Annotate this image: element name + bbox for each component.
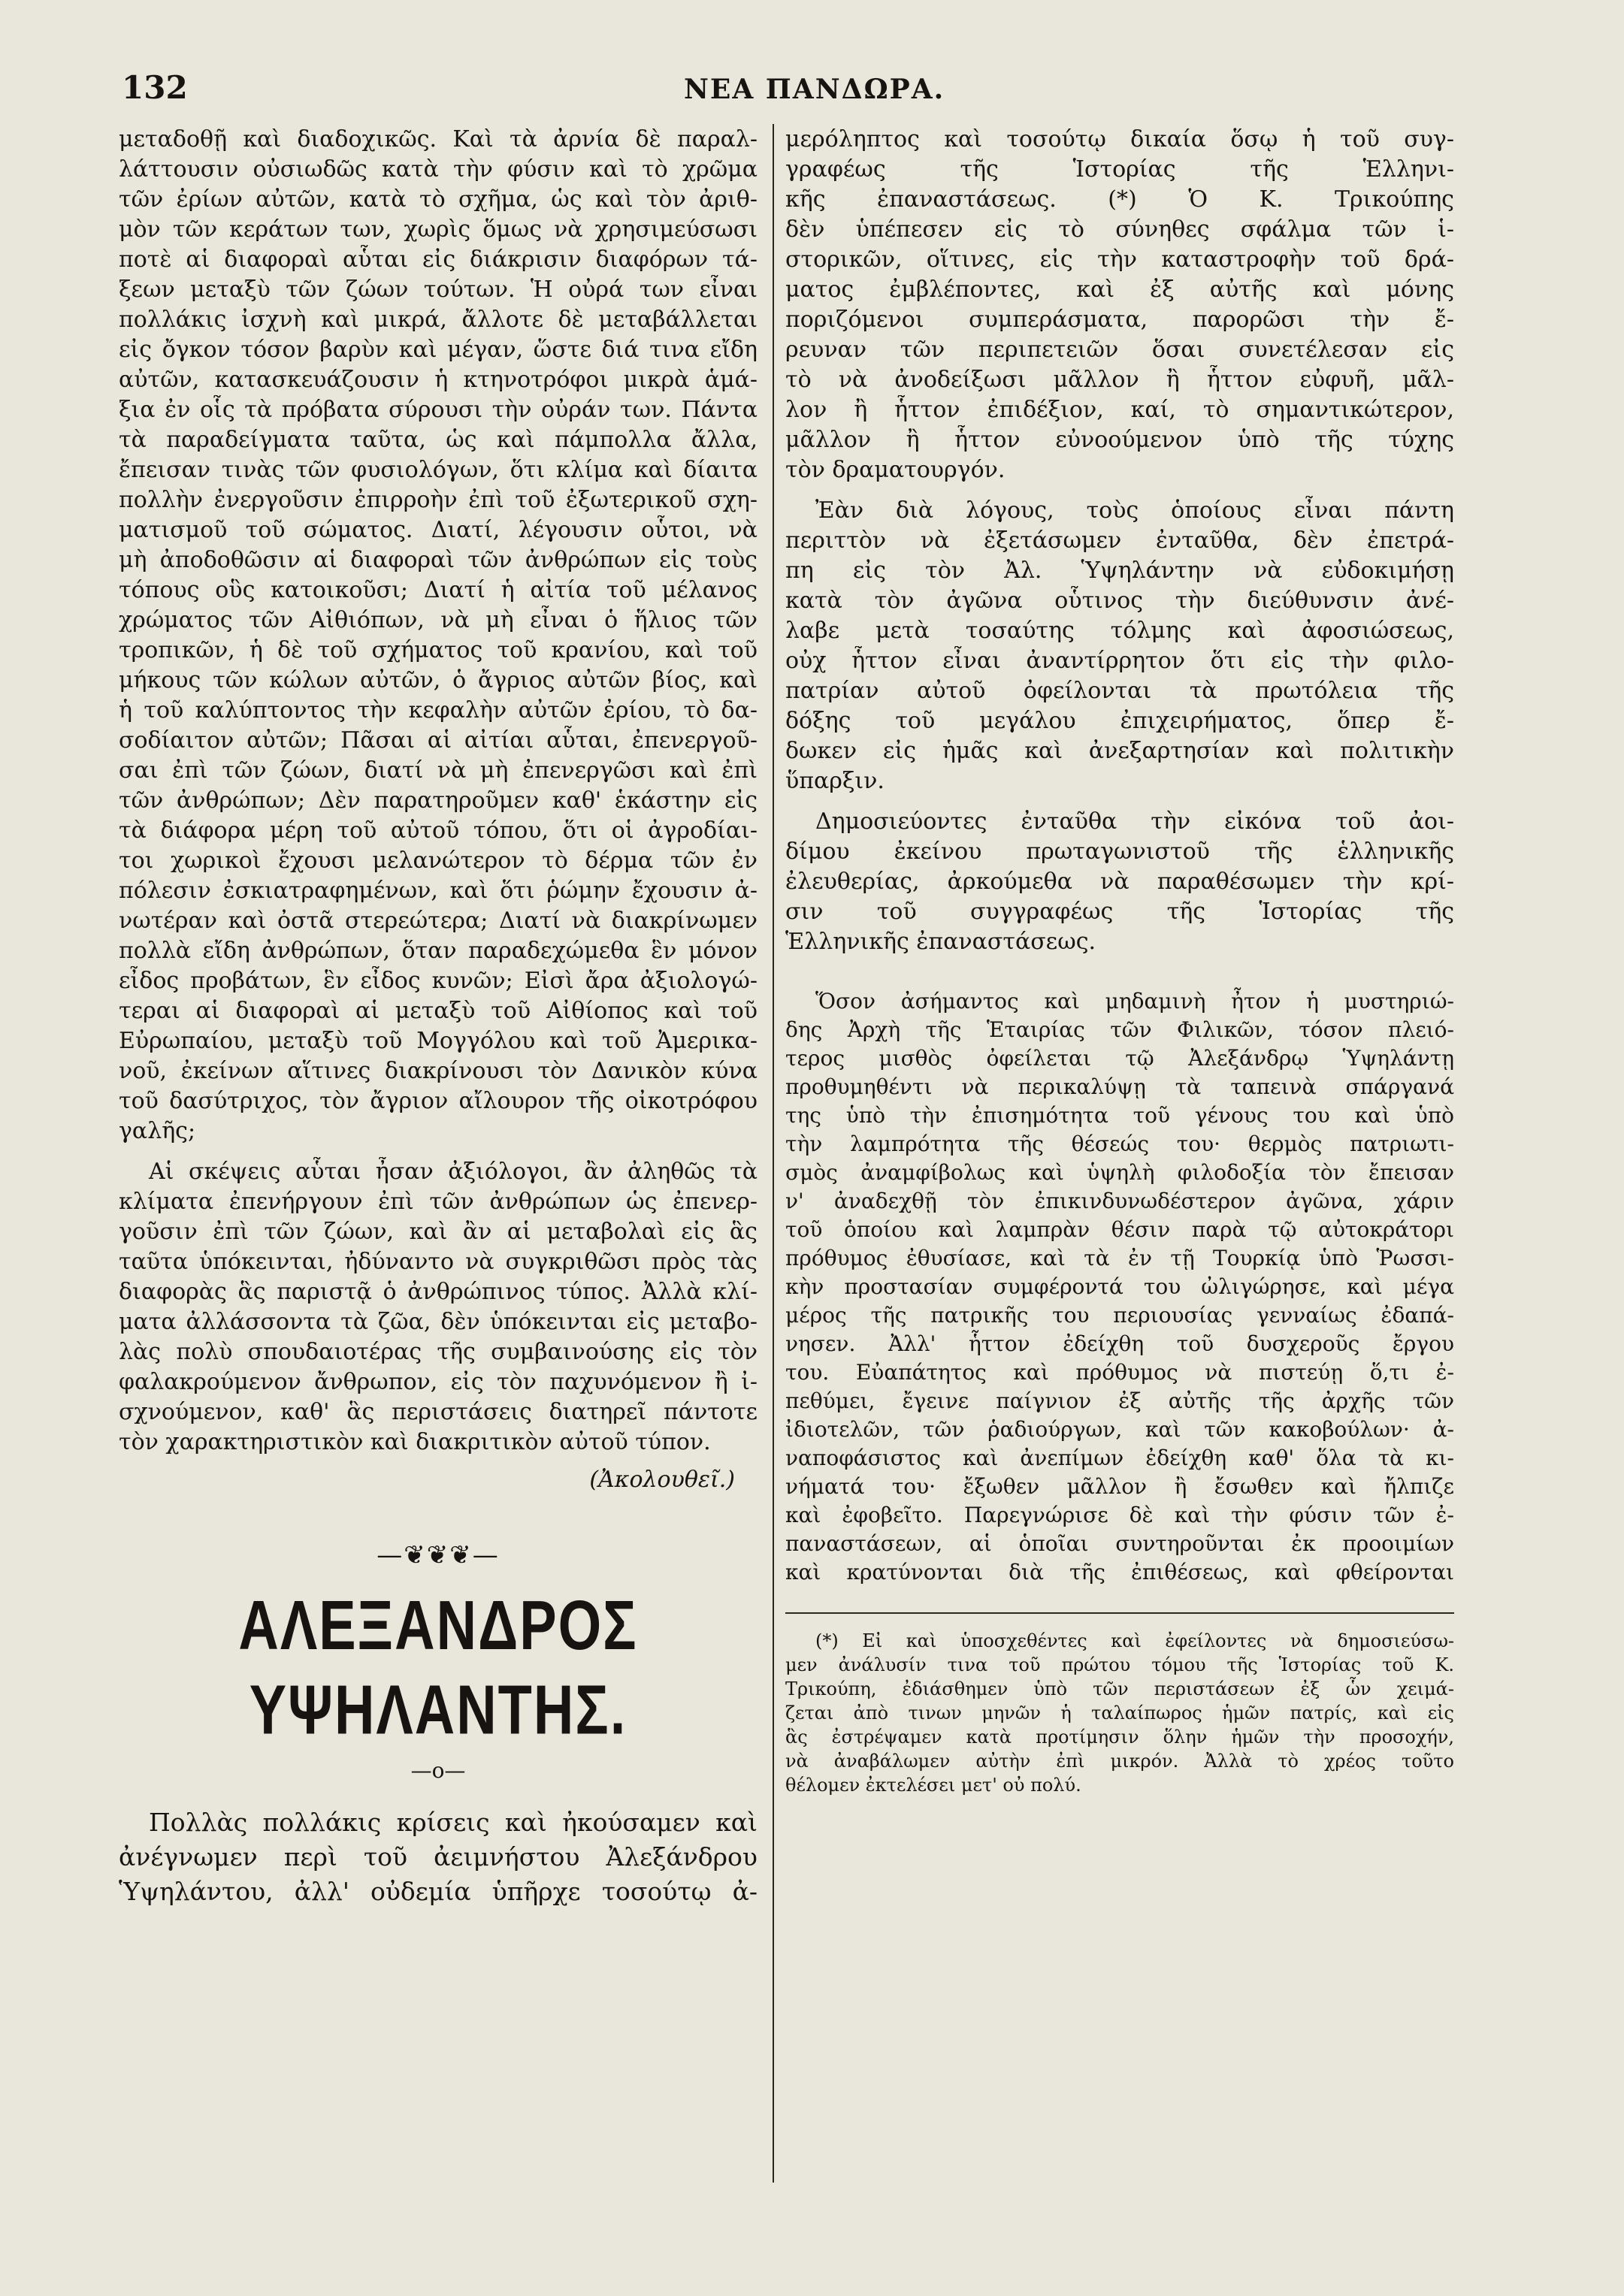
quote-line: δης Ἀρχὴ τῆς Ἑταιρίας τῶν Φιλικῶν, τόσον πλειό- [785,1017,1454,1042]
quote-line: προθυμηθέντι νὰ περικαλύψῃ τὰ ταπεινὰ σπάργανά [785,1074,1454,1099]
text-line: Ὑψηλάντου, ἀλλ' οὐδεμία ὑπῆρχε τοσούτῳ ἀ- [119,1877,758,1906]
quote-line: τὴν λαμπρότητα τῆς θέσεώς του· θερμὸς πατριωτι- [785,1131,1454,1156]
text-line: τοι χωρικοὶ ἔχουσι μελανώτερον τὸ δέρμα τῶν ἐν [119,847,758,874]
running-title: ΝΕΑ ΠΑΝΔΩΡΑ. [684,74,945,105]
quote-line: ἰδιοτελῶν, τῶν ῥαδιούργων, καὶ τῶν κακοβούλων· ἀ- [785,1417,1454,1442]
text-line: γαλῆς; [119,1118,196,1144]
article-title: ΑΛΕΞΑΝΔΡΟΣ ΥΨΗΛΑΝΤΗΣ. [238,1586,638,1749]
text-line: τὸν δραματουργόν. [785,457,1006,483]
text-line: ποτὲ αἱ διαφοραὶ αὗται εἰς διάκρισιν διαφόρων τά- [119,246,758,273]
text-line: χρώματος τῶν Αἰθιόπων, νὰ μὴ εἶναι ὁ ἥλιος τῶν [119,607,758,633]
paragraph-right-3 [785,807,1454,957]
text-line: τῶν ἐρίων αὐτῶν, κατὰ τὸ σχῆμα, ὡς καὶ τὸν ἀριθ- [119,186,758,213]
text-line: μεταδοθῇ καὶ διαδοχικῶς. Καὶ τὰ ἀρνία δὲ παραλ- [119,126,758,153]
quote-line: μέρος τῆς πατρικῆς του περιουσίας γενναίως ἐδαπά- [785,1303,1454,1328]
right-column [785,125,1454,1797]
paragraph-right-2 [785,496,1454,796]
column-divider [773,124,774,2183]
quote-line: Ὅσον ἀσήμαντος καὶ μηδαμινὴ ἦτον ἡ μυστηριώ- [815,989,1454,1014]
text-line: τῶν ἀνθρώπων; Δὲν παρατηροῦμεν καθ' ἑκάστην εἰς [119,787,758,814]
text-line: εἰς ὄγκον τόσον βαρὺν καὶ μέγαν, ὥστε διά τινα εἴδη [119,337,758,363]
text-line: γοῦσιν ἐπὶ τῶν ζώων, καὶ ἂν αἱ μεταβολαὶ εἰς ἃς [119,1219,758,1245]
text-line: πoριζόμενοι συμπεράσματα, παρορῶσι τὴν ἔ- [785,307,1454,333]
page-number: 132 [122,69,188,106]
text-line: πόλεσιν ἐσκιατραφημένων, καὶ ὅτι ῥώμην ἔχουσιν ἀ- [119,878,758,904]
quote-line: σμὸς ἀναμφίβολως καὶ ὑψηλὴ φιλοδοξία τὸν ἔπεισαν [785,1160,1454,1185]
text-line: πολλὴν ἐνεργοῦσιν ἐπιρροὴν ἐπὶ τοῦ ἐξωτερικοῦ σχη- [119,487,758,513]
paragraph-2 [119,1157,758,1458]
quote-line: ν' ἀναδεχθῇ τὸν ἐπικινδυνωδέστερον ἀγῶνα, χάριν [785,1189,1454,1213]
text-line: μὸν τῶν κεράτων των, χωρὶς ὅμως νὰ χρησιμεύσωσι [119,216,758,243]
quote-line: κὴν προστασίαν συμφέροντά του ὠλιγώρησε, καὶ μέγα [785,1274,1454,1299]
quote-line: πεθύμει, ἔγεινε παίγνιον ἐξ αὐτῆς τῆς ἀρχῆς τῶν [785,1388,1454,1413]
footnote-line: ζεται ἀπὸ τινων μηνῶν ἡ ταλαίπωρος ἡμῶν πατρίς, καὶ εἰς [785,1702,1454,1724]
paragraph-1 [119,125,758,1146]
text-line: Δημοσιεύοντες ἐνταῦθα τὴν εἰκόνα τοῦ ἀοι- [815,808,1454,835]
footnote-line: (*) Εἰ καὶ ὑποσχεθέντες καὶ ἐφείλοντες νὰ δημοσιεύσω- [815,1630,1454,1651]
footnote [785,1629,1454,1797]
quote-line: παναστάσεων, αἱ ὁποῖαι συντηροῦνται ἐκ προοιμίων [785,1531,1454,1556]
title-dash: —o— [410,1758,466,1783]
text-line: πη εἰς τὸν Ἀλ. Ὑψηλάντην νὰ εὐδοκιμήσῃ [785,557,1454,584]
quote-line: πρόθυμος ἐθυσίασε, καὶ τὰ ἐν τῇ Τουρκίᾳ ὑπὸ Ῥωσσι- [785,1246,1454,1270]
footnote-rule [785,1612,1454,1614]
text-line: ματα ἀλλάσσοντα τὰ ζῶα, δὲν ὑπόκεινται εἰς μεταβο- [119,1309,758,1335]
text-line: μερόληπτος καὶ τοσούτῳ δικαία ὅσῳ ἡ τοῦ συγ- [785,126,1454,153]
text-line: νωτέραν καὶ ὀστᾶ στερεώτερα; Διατί νὰ διακρίνωμεν [119,908,758,934]
text-line: τὸν χαρακτηριστικὸν καὶ διακριτικὸν αὐτοῦ τύπον. [119,1429,711,1455]
text-line: δίμου ἐκείνου πρωταγωνιστοῦ τῆς ἑλληνικῆς [785,838,1454,865]
article-intro [119,1805,758,1909]
text-line: κῆς ἐπαναστάσεως. (*) Ὁ Κ. Τρικούπης [785,186,1454,213]
text-line: πολλάκις ἰσχνὴ καὶ μικρά, ἄλλοτε δὲ μεταβάλλεται [119,307,758,333]
text-line: ἀνέγνωμεν περὶ τοῦ ἀειμνήστου Ἀλεξάνδρου [119,1842,758,1872]
text-line: Εὐρωπαίου, μεταξὺ τοῦ Μογγόλου καὶ τοῦ Ἀμερικα- [119,1028,758,1054]
text-line: ρευναν τῶν περιπετειῶν ὅσαι συνετέλεσαν εἰς [785,337,1454,363]
text-line: πολλὰ εἴδη ἀνθρώπων, ὅταν παραδεχώμεθα ἓν μόνον [119,938,758,964]
left-column [119,125,758,1909]
text-line: ταῦτα ὑπόκεινται, ἠδύναντο νὰ συγκριθῶσι πρὸς τὰς [119,1249,758,1275]
text-line: κατὰ τὸν ἀγῶνα οὗτινος τὴν διεύθυνσιν ἀνέ- [785,588,1454,614]
text-line: λαβε μετὰ τοσαύτης τόλμης καὶ ἀφοσιώσεως, [785,618,1454,644]
quote-line: καὶ κρατύνονται διὰ τῆς ἐπιθέσεως, καὶ φθείρονται [785,1560,1454,1585]
text-line: δωκεν εἰς ἡμᾶς καὶ ἀνεξαρτησίαν καὶ πολιτικὴν [785,738,1454,764]
quote-line: ναποφάσιστος καὶ ἀνεπίμων ἐδείχθη καθ' ὅλα τὰ κι- [785,1446,1454,1470]
footnote-line: νὰ ἀναβάλωμεν αὐτὴν ἐπὶ μικρόν. Ἀλλὰ τὸ χρέος τοῦτο [785,1751,1454,1772]
text-line: σαι ἐπὶ τῶν ζώων, διατί νὰ μὴ ἐπενεργῶσι καὶ ἐπὶ [119,757,758,784]
footnote-line: μεν ἀνάλυσίν τινα τοῦ πρώτου τόμου τῆς Ἱστορίας τοῦ Κ. [785,1654,1454,1675]
text-line: μᾶλλον ἢ ἧττον εὐνοούμενον ὑπὸ τῆς τύχης [785,427,1454,453]
text-line: ἐλευθερίας, ἀρκούμεθα νὰ παραθέσωμεν τὴν κρί- [785,869,1454,895]
text-line: ἡ τοῦ καλύπτοντος τὴν κεφαλὴν αὐτῶν ἐρίου, τὸ δα- [119,697,758,724]
text-line: ξια ἐν οἷς τὰ πρόβατα σύρουσι τὴν οὐράν των. Πάντα [119,397,758,423]
ornament-divider: —❦❦❦— [377,1540,500,1570]
quotation-block [785,987,1454,1587]
quote-line: του. Εὐαπάτητος καὶ πρόθυμος νὰ πιστεύῃ ὅ,τι ἐ- [785,1360,1454,1385]
text-line: ξεων μεταξὺ τῶν ζώων τούτων. Ἡ οὐρά των εἶναι [119,276,758,303]
paragraph-gap [785,957,1454,987]
text-line: Ἑλληνικῆς ἐπαναστάσεως. [785,929,1096,955]
text-line: οὐχ ἧττον εἶναι ἀναντίρρητον ὅτι εἰς τὴν φιλο- [785,648,1454,674]
text-line: τόπους οὓς κατοικοῦσι; Διατί ἡ αἰτία τοῦ μέλανος [119,577,758,603]
page-header [113,69,1526,114]
text-line: διαφορὰς ἃς παριστᾷ ὁ ἀνθρώπινος τύπος. Ἀλλὰ κλί- [119,1279,758,1305]
text-line: ματισμοῦ τοῦ σώματος. Διατί, λέγουσιν οὗτοι, νὰ [119,517,758,543]
text-line: ὕπαρξιν. [785,768,885,794]
footnote-line: θέλομεν ἐκτελέσει μετ' οὐ πολύ. [785,1775,1081,1796]
quote-line: τερος μισθὸς ὀφείλεται τῷ Ἀλεξάνδρῳ Ὑψηλάντῃ [785,1046,1454,1071]
text-line: περιττὸν νὰ ἐξετάσωμεν ἐνταῦθα, δὲν ἐπετρά- [785,527,1454,554]
text-line: μὴ ἀποδοθῶσιν αἱ διαφοραὶ τῶν ἀνθρώπων εἰς τοὺς [119,547,758,573]
text-line: λὰς πολὺ σπουδαιοτέρας τῆς συμβαινούσης εἰς τὸν [119,1339,758,1365]
footnote-line: ἃς ἐστρέψαμεν κατὰ προτίμησιν ὅλην ἡμῶν τὴν προσοχήν, [785,1727,1454,1748]
text-line: τὸ νὰ ἀνοδείξωσι μᾶλλον ἢ ἧττον εὐφυῆ, μᾶλ- [785,367,1454,393]
paragraph-right-1 [785,125,1454,485]
text-line: σοδίαιτον αὐτῶν; Πᾶσαι αἱ αἰτίαι αὗται, ἐπενεργοῦ- [119,727,758,754]
text-line: μήκους τῶν κώλων αὐτῶν, ὁ ἄγριος αὐτῶν βίος, καὶ [119,667,758,693]
footnote-line: Τρικούπη, ἐδιάσθημεν ὑπὸ τῶν περιστάσεων ἐξ ὧν χειμά- [785,1678,1454,1699]
paragraph-gap [785,796,1454,807]
text-line: νοῦ, ἐκείνων αἵτινες διακρίνουσι τὸν Δανικὸν κύνα [119,1058,758,1084]
text-line: Ἐὰν διὰ λόγους, τοὺς ὁποίους εἶναι πάντη [815,497,1454,524]
text-line: Αἱ σκέψεις αὗται ἦσαν ἀξιόλογοι, ἂν ἀληθῶς τὰ [149,1159,758,1185]
quote-line: της ὑπὸ τὴν ἐπισημότητα τοῦ γένους του καὶ ὑπὸ [785,1103,1454,1128]
text-line: στορικῶν, οἵτινες, εἰς τὴν καταστροφὴν τοῦ δρά- [785,246,1454,273]
text-line: τεραι αἱ διαφοραὶ αἱ μεταξὺ τοῦ Αἰθίοπος καὶ τοῦ [119,998,758,1024]
text-line: λάττουσιν οὐσιωδῶς κατὰ τὴν φύσιν καὶ τὸ χρῶμα [119,156,758,183]
text-line: τὰ παραδείγματα ταῦτα, ὡς καὶ πάμπολλα ἄλλα, [119,427,758,453]
text-line: αὐτῶν, κατασκευάζουσιν ἡ κτηνοτρόφοι μικρὰ ἁμά- [119,367,758,393]
paragraph-gap [119,1146,758,1157]
text-line: γραφέως τῆς Ἱστορίας τῆς Ἑλληνι- [785,156,1454,183]
text-line: Πολλὰς πολλάκις κρίσεις καὶ ἠκούσαμεν καὶ [149,1808,758,1837]
quote-line: νησεν. Ἀλλ' ἧττον ἐδείχθη τοῦ δυσχεροῦς ἔργου [785,1331,1454,1356]
text-line: δὲν ὑπέπεσεν εἰς τὸ σύνηθες σφάλμα τῶν ἱ- [785,216,1454,243]
text-line: πατρίαν αὐτοῦ ὀφείλονται τὰ πρωτόλεια τῆς [785,678,1454,704]
text-line: τοῦ δασύτριχος, τὸν ἄγριον αἴλουρον τῆς οἰκοτρόφου [119,1088,758,1114]
text-line: κλίματα ἐπενήργουν ἐπὶ τῶν ἀνθρώπων ὡς ἐπενερ- [119,1189,758,1215]
text-line: δόξης τοῦ μεγάλου ἐπιχειρήματος, ὅπερ ἔ- [785,708,1454,734]
quote-line: καὶ ἐφοβεῖτο. Παρεγνώρισε δὲ καὶ τὴν φύσιν τῶν ἐ- [785,1503,1454,1527]
text-line: εἶδος προβάτων, ἓν εἶδος κυνῶν; Εἰσὶ ἄρα ἀξιολογώ- [119,968,758,994]
text-line: ἔπεισαν τινὰς τῶν φυσιολόγων, ὅτι κλίμα καὶ δίαιτα [119,457,758,483]
continued-note: (Ἀκολουθεῖ.) [589,1467,735,1493]
paragraph-gap [785,485,1454,496]
text-line: σιν τοῦ συγγραφέως τῆς Ἱστορίας τῆς [785,899,1454,925]
text-line: τροπικῶν, ἡ δὲ τοῦ σχήματος τοῦ κρανίου, καὶ τοῦ [119,637,758,663]
text-line: ματος ἐμβλέποντες, καὶ ἐξ αὐτῆς καὶ μόνης [785,276,1454,303]
text-line: λον ἢ ἧττον ἐπιδέξιον, καί, τὸ σημαντικώτερον, [785,397,1454,423]
text-line: φαλακρούμενον ἄνθρωπον, εἰς τὸν παχυνόμενον ἢ ἰ- [119,1369,758,1395]
text-line: τὰ διάφορα μέρη τοῦ αὐτοῦ τόπου, ὅτι οἱ ἀγροδίαι- [119,817,758,844]
text-line: σχνούμενον, καθ' ἃς περιστάσεις διατηρεῖ πάντοτε [119,1399,758,1425]
quote-line: νήματά του· ἔξωθεν μᾶλλον ἢ ἔσωθεν καὶ ἤλπιζε [785,1474,1454,1499]
quote-line: τοῦ ὁποίου καὶ λαμπρὰν θέσιν παρὰ τῷ αὐτοκράτορι [785,1217,1454,1242]
